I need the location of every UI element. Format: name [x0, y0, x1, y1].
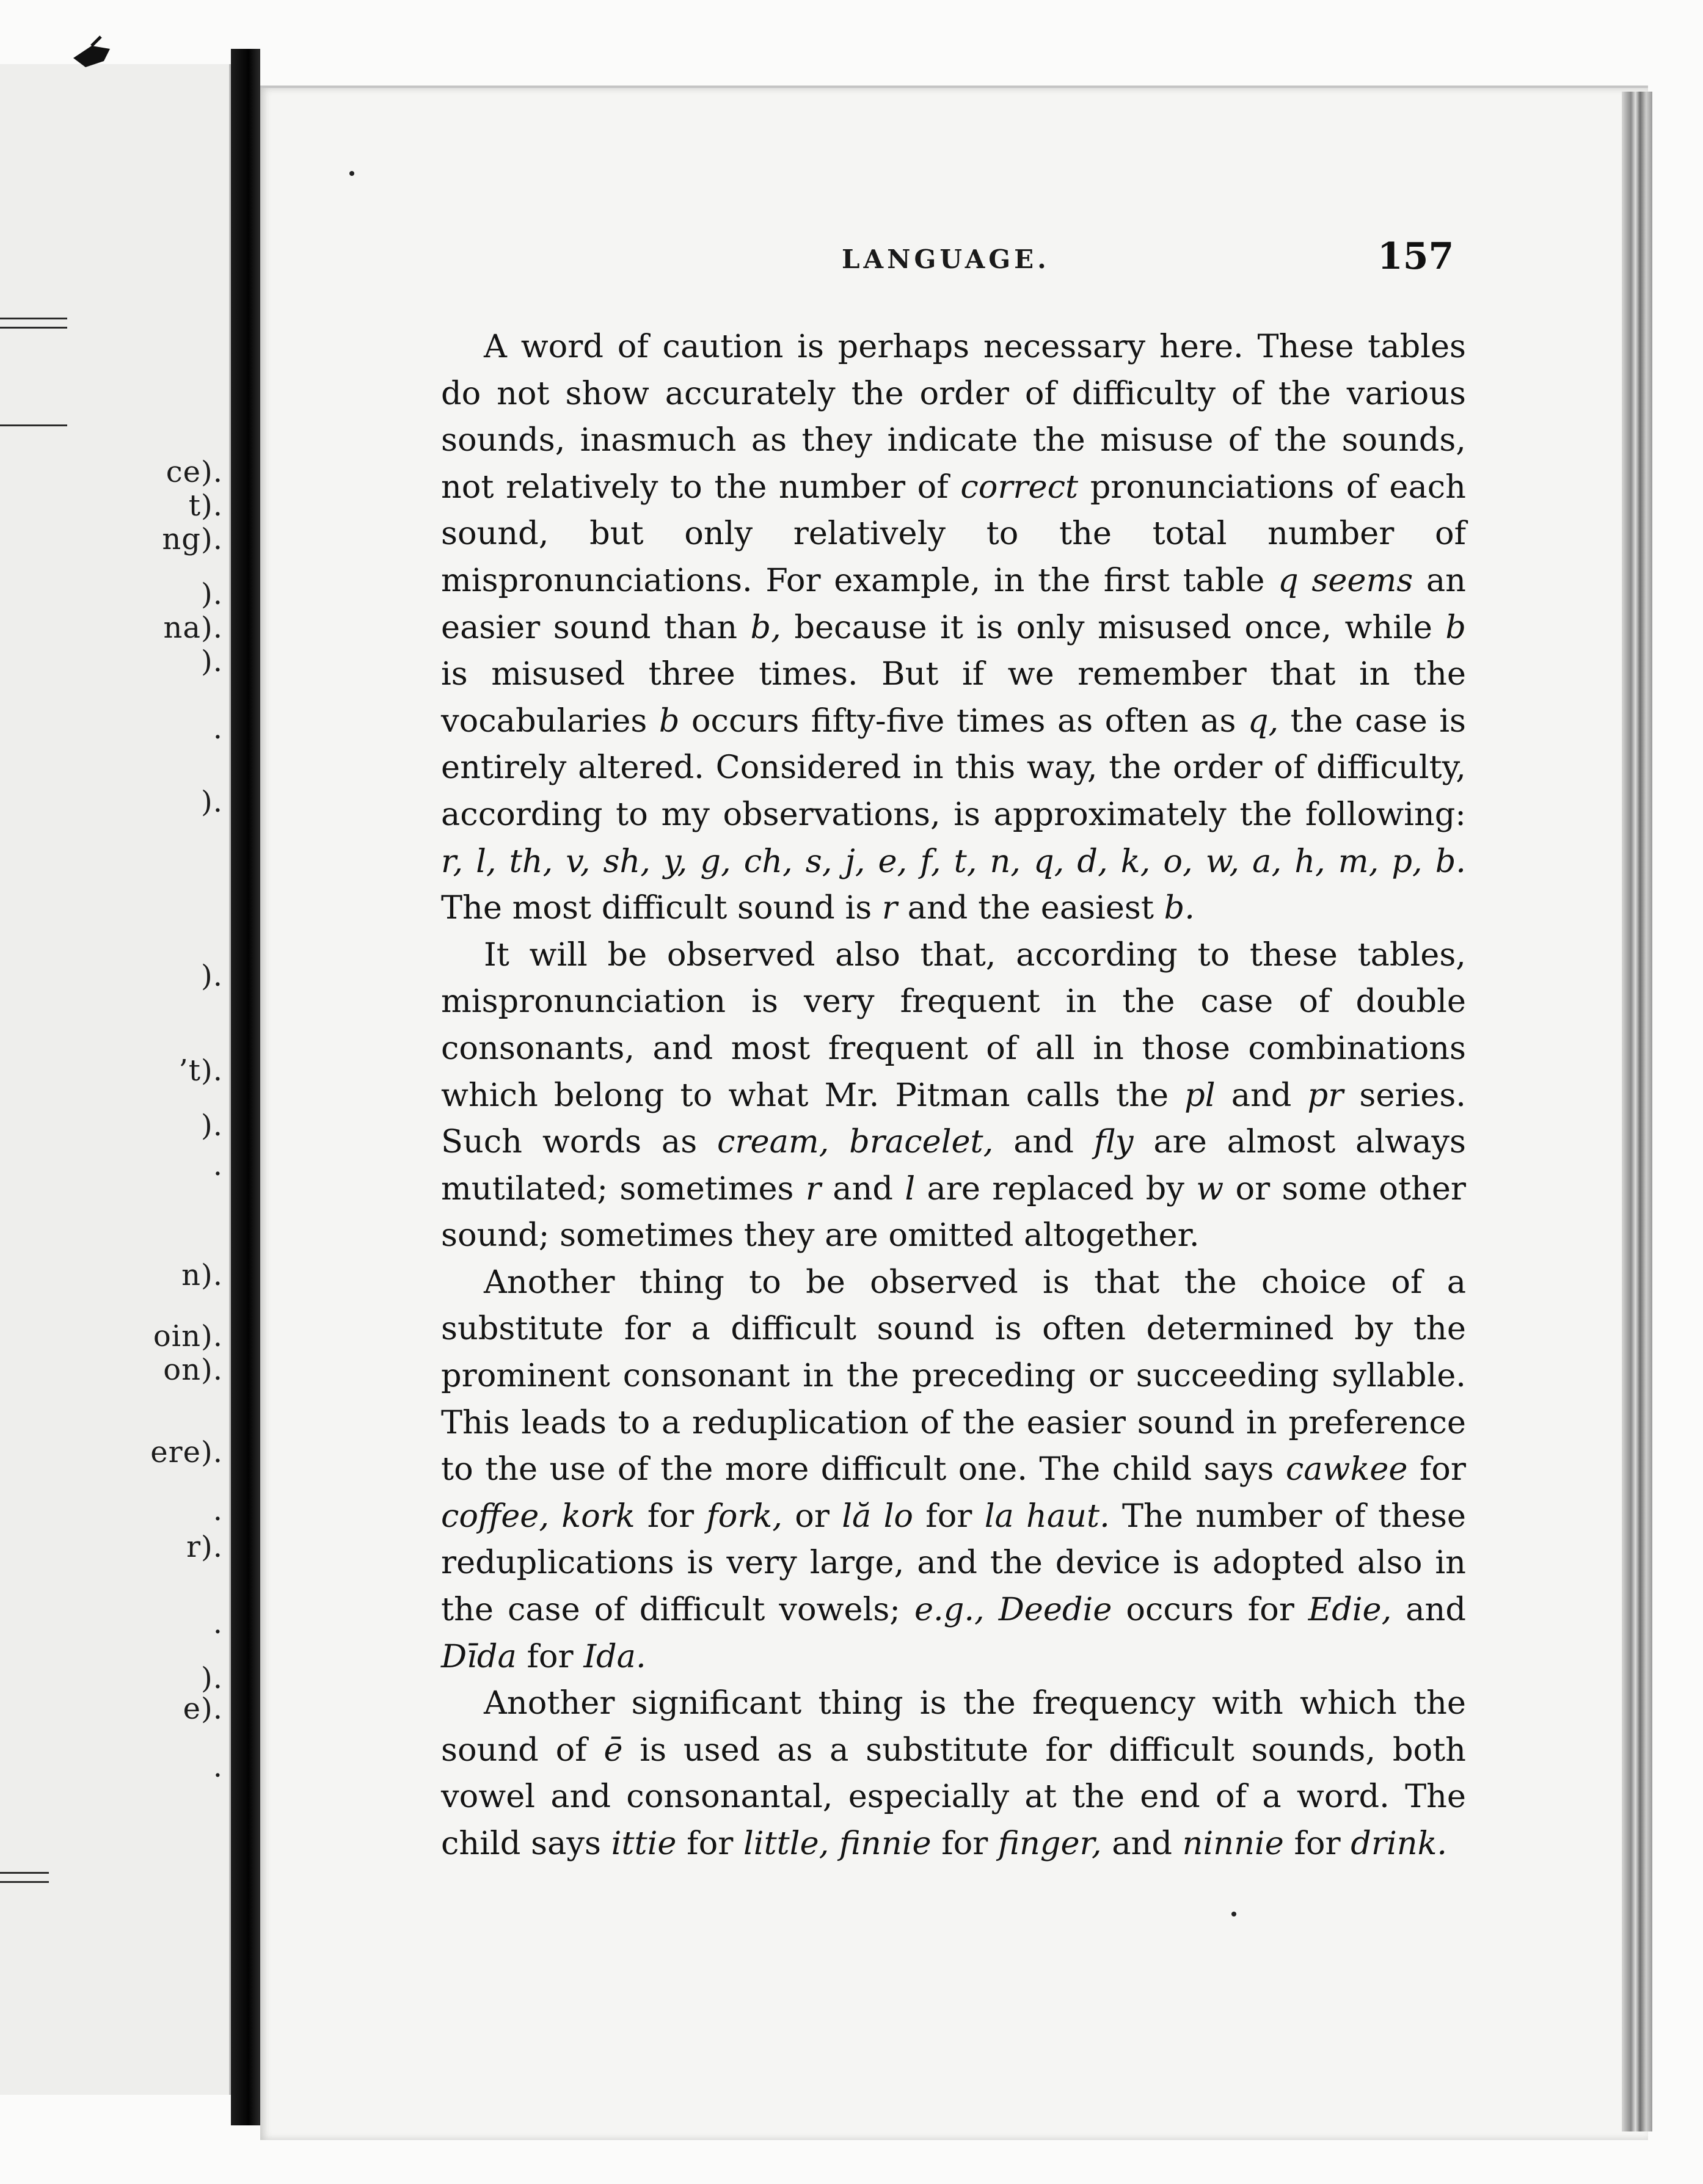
text-run: and	[993, 1123, 1094, 1161]
left-page-fragment: na).	[163, 611, 223, 645]
left-page-fragment: .	[213, 1148, 223, 1182]
italic-run: cream, bracelet,	[717, 1123, 994, 1161]
left-page-fragment: t).	[188, 489, 223, 523]
left-page-rule	[0, 424, 67, 426]
italic-run: finger,	[998, 1825, 1102, 1862]
italic-run: r	[881, 889, 897, 927]
text-run: or	[782, 1497, 842, 1535]
left-page-fragment: n).	[181, 1258, 223, 1292]
text-run: is misused three times. But if we remember that in the vocabularies	[441, 655, 1466, 740]
left-page-fragment: on).	[163, 1353, 223, 1387]
text-run: A word of caution is perhaps necessary here. These tables do not show accurately the order of difficulty of the various sounds, inasmuch as they indicate the misuse of the sounds, not relatively to the number of	[441, 328, 1466, 506]
italic-run: b.	[1164, 889, 1195, 927]
italic-run: b	[658, 702, 680, 740]
text-run: the case is entirely altered. Considered in this way, the order of difficulty, according to my observations, is approximately the following:	[441, 702, 1466, 833]
italic-run: little, finnie	[743, 1825, 932, 1862]
text-run: and the easiest	[897, 889, 1164, 927]
text-run: occurs for	[1112, 1591, 1308, 1629]
text-run: are almost always mutilated; sometimes	[441, 1123, 1466, 1207]
book-gutter	[231, 49, 260, 2125]
body-text	[441, 324, 1466, 1868]
italic-run: ninnie	[1182, 1825, 1284, 1862]
italic-run: correct	[960, 468, 1079, 506]
text-run: The most difficult sound is	[441, 889, 882, 927]
left-page-fragment: .	[213, 712, 223, 746]
paragraph	[441, 1680, 1466, 1867]
left-page-rule	[0, 327, 67, 329]
italic-run: pr	[1307, 1076, 1344, 1114]
text-run: an easier sound than	[441, 561, 1466, 646]
italic-run: pl	[1184, 1076, 1216, 1114]
left-page-fragment: ).	[201, 785, 223, 819]
left-facing-page	[0, 64, 231, 2095]
left-page-rule	[0, 1881, 49, 1883]
italic-run: seems	[1311, 561, 1413, 599]
page-edge-stack	[1622, 92, 1652, 2131]
page-number: 157	[1377, 235, 1454, 278]
paragraph	[441, 932, 1466, 1259]
text-run: Another thing to be observed is that the choice of a substitute for a difficult sound is often determined by the prominent consonant in the preceding or succeeding syllable. This leads to a reduplication of the easier sound in preference to the use of the more difficult one. The child says	[441, 1263, 1466, 1488]
left-page-fragment: ).	[201, 1108, 223, 1143]
italic-run: w	[1196, 1170, 1224, 1207]
left-page-fragment: .	[213, 1493, 223, 1527]
ink-speck	[1231, 1912, 1236, 1916]
paragraph	[441, 324, 1466, 932]
italic-run: coffee, kork	[441, 1497, 635, 1535]
italic-run: ē	[604, 1731, 623, 1769]
italic-run: r, l, th, v, sh, y, g, ch, s, j, e, f, t, n, q, d, k, o, w, a, h, m, p, b.	[441, 842, 1466, 880]
text-run: series. Such words as	[441, 1076, 1466, 1161]
text-run	[1299, 562, 1312, 599]
left-page-rule	[0, 1872, 49, 1874]
italic-run: e.g., Deedie	[914, 1591, 1112, 1629]
text-run: It will be observed also that, according to these tables, mispronunciation is very frequent in the case of double consonants, and most frequent of all in those combinations which belong to what Mr. Pitman calls the	[441, 936, 1466, 1114]
text-run: pronunciations of each sound, but only relatively to the total number of mispronunciations. For example, in the first table	[441, 468, 1466, 599]
italic-run: fork,	[706, 1497, 782, 1535]
left-page-fragment: ).	[201, 959, 223, 993]
italic-run: lă lo	[842, 1497, 913, 1535]
left-page-fragment: r).	[186, 1530, 223, 1564]
left-page-fragment: .	[213, 1750, 223, 1784]
text-run: and	[820, 1170, 905, 1207]
paragraph	[441, 1259, 1466, 1680]
text-run: are replaced by	[915, 1170, 1197, 1207]
torn-corner-mark	[67, 34, 116, 76]
left-page-fragment: oin).	[153, 1319, 223, 1353]
text-run: and	[1215, 1076, 1308, 1114]
text-run: for	[931, 1825, 999, 1862]
text-run: The number of these reduplications is very large, and the device is adopted also in the case of difficult vowels;	[441, 1497, 1466, 1629]
text-run: occurs fifty-five times as often as	[679, 702, 1248, 740]
text-run: for	[913, 1497, 985, 1535]
italic-run: Edie,	[1308, 1591, 1392, 1629]
italic-run: fly	[1093, 1123, 1134, 1161]
italic-run: r	[805, 1170, 821, 1207]
left-page-fragment: ).	[201, 577, 223, 611]
left-page-fragment: ce).	[166, 455, 223, 489]
italic-run: l	[905, 1170, 916, 1207]
left-page-fragment: .	[213, 1606, 223, 1640]
italic-run: q	[1278, 561, 1299, 599]
text-run: for	[1407, 1451, 1466, 1488]
text-run: for	[676, 1825, 743, 1862]
text-run: or some other sound; sometimes they are omitted altogether.	[441, 1170, 1466, 1254]
ink-speck	[349, 171, 354, 176]
running-head: LANGUAGE.	[842, 244, 1050, 274]
italic-run: ittie	[611, 1825, 677, 1862]
left-page-fragment: ng).	[162, 522, 223, 556]
italic-run: drink.	[1351, 1825, 1448, 1862]
left-page-fragment: e).	[183, 1692, 223, 1726]
left-page-fragment: ).	[201, 1661, 223, 1695]
text-run: for	[1283, 1825, 1351, 1862]
italic-run: b	[1445, 608, 1466, 646]
left-page-fragment: ).	[201, 644, 223, 679]
text-run: is used as a substitute for difficult sounds, both vowel and consonantal, especially at the end of a word. The child says	[441, 1731, 1466, 1862]
italic-run: cawkee	[1285, 1451, 1408, 1488]
italic-run: q,	[1247, 702, 1279, 740]
italic-run: b,	[750, 608, 781, 646]
text-run: and	[1101, 1825, 1183, 1862]
text-run: because it is only misused once, while	[781, 608, 1446, 646]
text-run: and	[1391, 1591, 1466, 1629]
italic-run: Ida.	[583, 1637, 646, 1675]
italic-run: Dīda	[441, 1637, 517, 1675]
left-page-fragment: ere).	[150, 1435, 223, 1469]
left-page-rule	[0, 318, 67, 319]
text-run: Another significant thing is the frequency with which the sound of	[441, 1684, 1466, 1769]
left-page-fragment: ’t).	[178, 1054, 223, 1088]
text-run: for	[635, 1497, 707, 1535]
italic-run: la haut.	[984, 1497, 1110, 1535]
text-run: for	[516, 1637, 584, 1675]
